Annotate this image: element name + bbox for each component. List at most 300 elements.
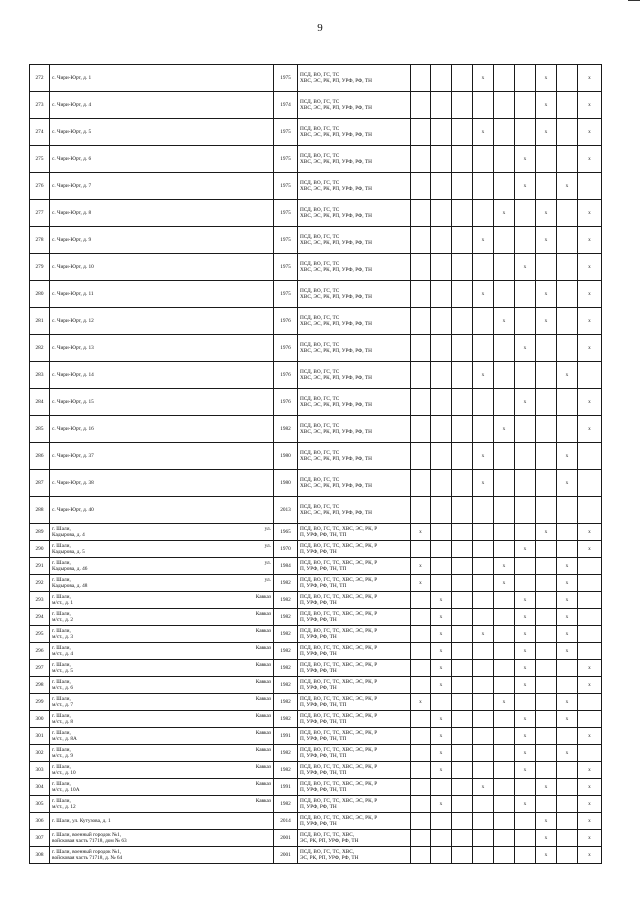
build-year: 2013 — [274, 497, 298, 524]
build-year: 1975 — [274, 146, 298, 173]
row-number: 293 — [30, 592, 50, 609]
year-mark-cell — [452, 443, 473, 470]
address-cell — [50, 660, 274, 677]
row-number: 273 — [30, 92, 50, 119]
year-mark-cell: х — [431, 592, 452, 609]
year-mark-cell: х — [431, 762, 452, 779]
build-year: 1982 — [274, 677, 298, 694]
year-mark-cell — [452, 281, 473, 308]
address-suffix: ул. — [264, 543, 271, 549]
year-mark-cell: х — [536, 830, 557, 847]
year-mark-cell — [494, 92, 515, 119]
table-row — [30, 524, 602, 541]
year-mark-cell — [473, 416, 494, 443]
year-mark-cell — [536, 497, 557, 524]
year-mark-cell — [431, 335, 452, 362]
year-mark-cell — [578, 643, 602, 660]
year-mark-cell — [473, 254, 494, 281]
year-mark-cell — [431, 146, 452, 173]
address-cell — [50, 847, 274, 864]
year-mark-cell — [515, 779, 536, 796]
table-row — [30, 470, 602, 497]
works-line-2: ХВС, ЭС, РК, РП, УРФ, РФ, ТН — [300, 132, 372, 138]
year-mark-cell — [473, 711, 494, 728]
year-mark-cell — [494, 847, 515, 864]
year-mark-cell: х — [536, 200, 557, 227]
address-line-2: м/ст., д. 8 — [52, 719, 74, 725]
year-mark-cell — [452, 308, 473, 335]
address-cell — [50, 254, 274, 281]
year-mark-cell — [452, 609, 473, 626]
year-mark-cell: х — [431, 711, 452, 728]
year-mark-cell — [473, 694, 494, 711]
works-line-2: П, УРФ, РФ, ТН — [300, 600, 337, 606]
row-number: 276 — [30, 173, 50, 200]
address-line: с. Чири-Юрт, д. 11 — [52, 291, 94, 297]
year-mark-cell — [411, 254, 431, 281]
works-cell — [298, 443, 411, 470]
works-line: ПСД, ВО, ГС, ТС — [300, 126, 340, 132]
year-mark-cell: х — [578, 416, 602, 443]
table-row — [30, 660, 602, 677]
address-line: г. Шали, — [52, 730, 71, 736]
year-mark-cell: х — [578, 65, 602, 92]
address-line: с. Чири-Юрт, д. 37 — [52, 453, 94, 459]
year-mark-cell — [557, 119, 578, 146]
address-line: г. Шали, военный городок №1, — [52, 849, 122, 855]
row-number: 295 — [30, 626, 50, 643]
address-cell — [50, 830, 274, 847]
year-mark-cell — [494, 443, 515, 470]
works-line-2: ХВС, ЭС, РК, РП, УРФ, РФ, ТН — [300, 240, 372, 246]
year-mark-cell — [536, 609, 557, 626]
works-line: ПСД, ВО, ГС, ТС — [300, 207, 340, 213]
year-mark-cell — [411, 416, 431, 443]
works-cell — [298, 524, 411, 541]
address-suffix: Кавказ — [255, 611, 271, 617]
year-mark-cell: х — [557, 711, 578, 728]
year-mark-cell — [557, 847, 578, 864]
address-line: с. Чири-Юрт, д. 1 — [52, 75, 92, 81]
address-cell — [50, 711, 274, 728]
year-mark-cell: х — [473, 119, 494, 146]
works-line-2: ХВС, ЭС, РК, РП, УРФ, РФ, ТН — [300, 159, 372, 165]
year-mark-cell — [515, 830, 536, 847]
year-mark-cell: х — [578, 200, 602, 227]
table-row — [30, 592, 602, 609]
works-cell — [298, 609, 411, 626]
year-mark-cell — [536, 173, 557, 200]
works-line-2: ЭС, РК, РП, УРФ, РФ, ТН — [300, 855, 359, 861]
works-line: ПСД, ВО, ГС, ТС, ХВС, ЭС, РК, Р — [300, 730, 378, 736]
year-mark-cell — [473, 389, 494, 416]
address-suffix: ул. — [264, 560, 271, 566]
build-year: 1975 — [274, 173, 298, 200]
address-line: г. Шали, — [52, 679, 71, 685]
address-cell — [50, 335, 274, 362]
address-line-2: м/ст., д. 3 — [52, 634, 74, 640]
year-mark-cell — [536, 660, 557, 677]
year-mark-cell — [515, 416, 536, 443]
table-row — [30, 745, 602, 762]
year-mark-cell — [578, 173, 602, 200]
year-mark-cell: х — [578, 830, 602, 847]
year-mark-cell — [578, 694, 602, 711]
year-mark-cell — [411, 362, 431, 389]
build-year: 1975 — [274, 200, 298, 227]
works-line: ПСД, ВО, ГС, ТС — [300, 396, 340, 402]
year-mark-cell — [557, 416, 578, 443]
table-row — [30, 711, 602, 728]
year-mark-cell — [431, 119, 452, 146]
year-mark-cell — [411, 592, 431, 609]
year-mark-cell — [515, 694, 536, 711]
works-cell — [298, 227, 411, 254]
works-cell — [298, 200, 411, 227]
build-year: 1976 — [274, 308, 298, 335]
year-mark-cell — [557, 524, 578, 541]
row-number: 288 — [30, 497, 50, 524]
year-mark-cell — [431, 694, 452, 711]
row-number: 307 — [30, 830, 50, 847]
row-number: 285 — [30, 416, 50, 443]
address-suffix: Кавказ — [255, 798, 271, 804]
year-mark-cell — [452, 796, 473, 813]
year-mark-cell: х — [578, 541, 602, 558]
year-mark-cell — [452, 227, 473, 254]
works-line: ПСД, ВО, ГС, ТС — [300, 261, 340, 267]
year-mark-cell — [411, 335, 431, 362]
address-cell — [50, 728, 274, 745]
build-year: 1982 — [274, 745, 298, 762]
row-number: 282 — [30, 335, 50, 362]
works-cell — [298, 779, 411, 796]
address-line: г. Шали, — [52, 781, 71, 787]
year-mark-cell: х — [557, 609, 578, 626]
year-mark-cell — [515, 575, 536, 592]
year-mark-cell — [473, 592, 494, 609]
works-line: ПСД, ВО, ГС, ТС, ХВС, ЭС, РК, Р — [300, 815, 378, 821]
year-mark-cell: х — [494, 558, 515, 575]
address-suffix: Кавказ — [255, 679, 271, 685]
address-suffix: Кавказ — [255, 645, 271, 651]
build-year: 1984 — [274, 558, 298, 575]
year-mark-cell — [473, 677, 494, 694]
year-mark-cell: х — [515, 796, 536, 813]
year-mark-cell — [536, 335, 557, 362]
year-mark-cell — [536, 146, 557, 173]
year-mark-cell — [411, 541, 431, 558]
year-mark-cell — [452, 575, 473, 592]
works-line-2: ХВС, ЭС, РК, РП, УРФ, РФ, ТН — [300, 456, 372, 462]
year-mark-cell — [431, 541, 452, 558]
address-cell — [50, 281, 274, 308]
year-mark-cell — [494, 643, 515, 660]
year-mark-cell — [557, 541, 578, 558]
year-mark-cell: х — [578, 281, 602, 308]
corner-mark — [628, 0, 640, 5]
table-row — [30, 847, 602, 864]
row-number: 294 — [30, 609, 50, 626]
table-row — [30, 308, 602, 335]
year-mark-cell: х — [494, 200, 515, 227]
year-mark-cell — [515, 119, 536, 146]
address-suffix: Кавказ — [255, 781, 271, 787]
year-mark-cell — [473, 541, 494, 558]
year-mark-cell — [452, 389, 473, 416]
year-mark-cell — [452, 200, 473, 227]
year-mark-cell — [557, 227, 578, 254]
address-suffix: Кавказ — [255, 594, 271, 600]
build-year: 1970 — [274, 541, 298, 558]
year-mark-cell: х — [515, 711, 536, 728]
works-line: ПСД, ВО, ГС, ТС — [300, 99, 340, 105]
table-row — [30, 254, 602, 281]
address-line: с. Чири-Юрт, д. 10 — [52, 264, 94, 270]
year-mark-cell — [557, 281, 578, 308]
year-mark-cell — [473, 497, 494, 524]
works-line-2: П, УРФ, РФ, ТН — [300, 804, 337, 810]
year-mark-cell — [494, 335, 515, 362]
address-line: г. Шали, — [52, 764, 71, 770]
address-line-2: м/ст., д. 5 — [52, 668, 74, 674]
table-row — [30, 762, 602, 779]
year-mark-cell: х — [557, 745, 578, 762]
works-line-2: П, УРФ, РФ, ТН — [300, 668, 337, 674]
year-mark-cell — [452, 711, 473, 728]
table-row — [30, 694, 602, 711]
year-mark-cell — [515, 497, 536, 524]
address-line-2: м/ст., д. 9 — [52, 753, 74, 759]
address-line: с. Чири-Юрт, д. 7 — [52, 183, 92, 189]
year-mark-cell — [557, 92, 578, 119]
works-cell — [298, 847, 411, 864]
year-mark-cell — [473, 524, 494, 541]
row-number: 279 — [30, 254, 50, 281]
works-cell — [298, 762, 411, 779]
year-mark-cell — [473, 813, 494, 830]
address-line: с. Чири-Юрт, д. 4 — [52, 102, 92, 108]
year-mark-cell: х — [411, 524, 431, 541]
year-mark-cell — [452, 541, 473, 558]
works-line-2: ХВС, ЭС, РК, РП, УРФ, РФ, ТН — [300, 78, 372, 84]
table-row — [30, 541, 602, 558]
address-suffix: Кавказ — [255, 662, 271, 668]
year-mark-cell — [452, 173, 473, 200]
address-cell — [50, 677, 274, 694]
address-cell — [50, 173, 274, 200]
row-number: 304 — [30, 779, 50, 796]
address-line: г. Шали, — [52, 696, 71, 702]
address-line-2: Кадырова, д. 5 — [52, 549, 85, 555]
year-mark-cell — [494, 541, 515, 558]
address-cell — [50, 745, 274, 762]
row-number: 300 — [30, 711, 50, 728]
row-number: 305 — [30, 796, 50, 813]
address-cell — [50, 762, 274, 779]
year-mark-cell — [515, 362, 536, 389]
works-line: ПСД, ВО, ГС, ТС — [300, 72, 340, 78]
year-mark-cell — [452, 728, 473, 745]
year-mark-cell — [452, 92, 473, 119]
works-cell — [298, 660, 411, 677]
year-mark-cell: х — [578, 524, 602, 541]
year-mark-cell: х — [515, 626, 536, 643]
works-line: ПСД, ВО, ГС, ТС, ХВС, — [300, 849, 355, 855]
table-row — [30, 643, 602, 660]
works-cell — [298, 254, 411, 281]
year-mark-cell — [494, 227, 515, 254]
year-mark-cell — [411, 779, 431, 796]
works-cell — [298, 558, 411, 575]
address-line-2: м/ст., д. 12 — [52, 804, 76, 810]
year-mark-cell — [431, 173, 452, 200]
year-mark-cell — [473, 558, 494, 575]
year-mark-cell: х — [536, 227, 557, 254]
year-mark-cell — [494, 389, 515, 416]
build-year: 1982 — [274, 711, 298, 728]
works-cell — [298, 745, 411, 762]
works-line: ПСД, ВО, ГС, ТС, ХВС, ЭС, РК, Р — [300, 679, 378, 685]
year-mark-cell: х — [515, 173, 536, 200]
address-line: г. Шали, — [52, 560, 71, 566]
works-line: ПСД, ВО, ГС, ТС — [300, 423, 340, 429]
year-mark-cell: х — [515, 146, 536, 173]
works-cell — [298, 711, 411, 728]
address-cell — [50, 146, 274, 173]
year-mark-cell — [515, 65, 536, 92]
row-number: 299 — [30, 694, 50, 711]
year-mark-cell — [494, 362, 515, 389]
build-year: 1982 — [274, 609, 298, 626]
address-suffix: Кавказ — [255, 764, 271, 770]
works-line-2: ХВС, ЭС, РК, РП, УРФ, РФ, ТН — [300, 105, 372, 111]
works-line: ПСД, ВО, ГС, ТС — [300, 450, 340, 456]
year-mark-cell: х — [578, 762, 602, 779]
works-line-2: П, УРФ, РФ, ТН, ТП — [300, 787, 347, 793]
year-mark-cell — [431, 847, 452, 864]
row-number: 272 — [30, 65, 50, 92]
year-mark-cell: х — [473, 470, 494, 497]
year-mark-cell — [473, 796, 494, 813]
year-mark-cell: х — [494, 694, 515, 711]
works-line: ПСД, ВО, ГС, ТС, ХВС, ЭС, РК, Р — [300, 560, 378, 566]
works-line-2: П, УРФ, РФ, ТН, ТП — [300, 566, 347, 572]
year-mark-cell: х — [515, 609, 536, 626]
address-suffix: ул. — [264, 577, 271, 583]
row-number: 277 — [30, 200, 50, 227]
address-line: г. Шали, — [52, 577, 71, 583]
year-mark-cell — [494, 609, 515, 626]
table-row — [30, 281, 602, 308]
build-year: 1991 — [274, 779, 298, 796]
year-mark-cell — [473, 762, 494, 779]
year-mark-cell — [557, 660, 578, 677]
year-mark-cell — [411, 830, 431, 847]
build-year: 1982 — [274, 796, 298, 813]
year-mark-cell — [536, 362, 557, 389]
works-line-2: П, УРФ, РФ, ТН — [300, 634, 337, 640]
address-line-2: м/ст., д. 6 — [52, 685, 74, 691]
table-row — [30, 728, 602, 745]
year-mark-cell: х — [515, 541, 536, 558]
year-mark-cell — [536, 762, 557, 779]
year-mark-cell: х — [515, 389, 536, 416]
address-cell — [50, 626, 274, 643]
year-mark-cell — [452, 762, 473, 779]
year-mark-cell: х — [431, 796, 452, 813]
row-number: 284 — [30, 389, 50, 416]
address-line: г. Шали, военный городок №1, — [52, 832, 122, 838]
year-mark-cell — [557, 677, 578, 694]
year-mark-cell: х — [578, 92, 602, 119]
year-mark-cell: х — [578, 728, 602, 745]
year-mark-cell — [557, 779, 578, 796]
works-line-2: ХВС, ЭС, РК, РП, УРФ, РФ, ТН — [300, 294, 372, 300]
year-mark-cell — [411, 281, 431, 308]
year-mark-cell: х — [578, 335, 602, 362]
year-mark-cell — [452, 65, 473, 92]
year-mark-cell — [452, 524, 473, 541]
year-mark-cell — [411, 497, 431, 524]
year-mark-cell — [536, 389, 557, 416]
year-mark-cell — [411, 470, 431, 497]
year-mark-cell — [536, 745, 557, 762]
year-mark-cell — [557, 796, 578, 813]
year-mark-cell — [536, 470, 557, 497]
works-cell — [298, 173, 411, 200]
address-suffix: Кавказ — [255, 696, 271, 702]
year-mark-cell: х — [431, 609, 452, 626]
year-mark-cell: х — [473, 227, 494, 254]
year-mark-cell: х — [557, 173, 578, 200]
address-line-2: Кадырова, д. 48 — [52, 583, 88, 589]
build-year: 1975 — [274, 65, 298, 92]
build-year: 2014 — [274, 813, 298, 830]
year-mark-cell — [452, 497, 473, 524]
address-line: с. Чири-Юрт, д. 13 — [52, 345, 94, 351]
year-mark-cell: х — [515, 762, 536, 779]
year-mark-cell — [452, 626, 473, 643]
works-line: ПСД, ВО, ГС, ТС, ХВС, ЭС, РК, Р — [300, 594, 378, 600]
works-line-2: П, УРФ, РФ, ТН — [300, 685, 337, 691]
address-line: г. Шали, — [52, 798, 71, 804]
year-mark-cell: х — [578, 813, 602, 830]
year-mark-cell — [494, 497, 515, 524]
address-line-2: Кадырова, д. 46 — [52, 566, 88, 572]
year-mark-cell — [494, 796, 515, 813]
year-mark-cell — [452, 362, 473, 389]
year-mark-cell — [452, 146, 473, 173]
year-mark-cell — [431, 92, 452, 119]
year-mark-cell — [431, 470, 452, 497]
year-mark-cell: х — [494, 575, 515, 592]
address-line: с. Чири-Юрт, д. 14 — [52, 372, 94, 378]
address-line-2: войсковая часть 71718, д. № 64 — [52, 855, 123, 861]
table-row — [30, 497, 602, 524]
works-line: ПСД, ВО, ГС, ТС, ХВС, ЭС, РК, Р — [300, 645, 378, 651]
year-mark-cell — [515, 558, 536, 575]
works-cell — [298, 119, 411, 146]
works-line-2: ХВС, ЭС, РК, РП, УРФ, РФ, ТН — [300, 321, 372, 327]
year-mark-cell — [536, 592, 557, 609]
year-mark-cell — [494, 524, 515, 541]
works-line-2: П, УРФ, РФ, ТН, ТП — [300, 702, 347, 708]
build-year: 1974 — [274, 92, 298, 119]
works-cell — [298, 541, 411, 558]
address-cell — [50, 779, 274, 796]
year-mark-cell: х — [431, 626, 452, 643]
